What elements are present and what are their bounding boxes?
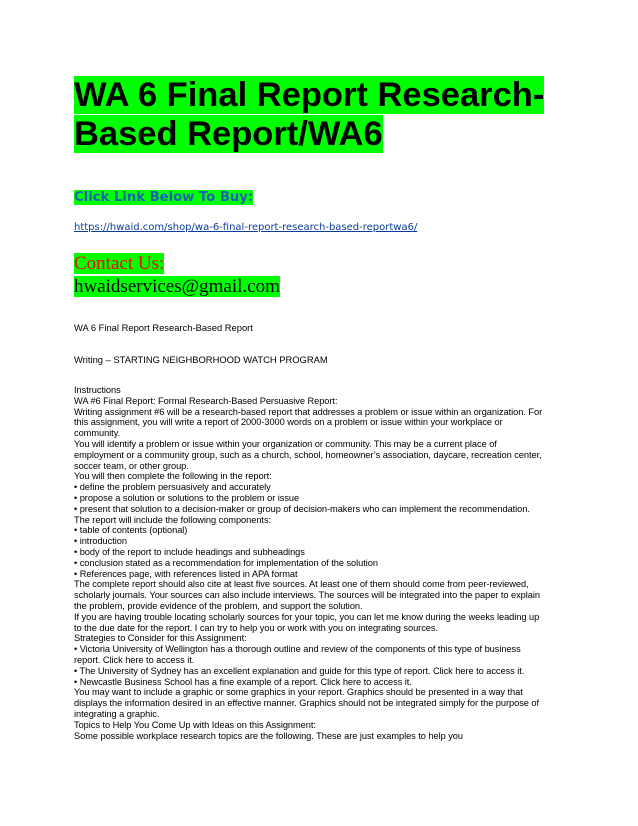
body-line: You may want to include a graphic or some graphics in your report. Graphics should be presented in a way that [74, 687, 523, 698]
contact-block [74, 252, 280, 298]
body-line: • propose a solution or solutions to the problem or issue [74, 492, 300, 503]
body-line: • The University of Sydney has an excellent explanation and guide for this type of report. Click here to access it. [74, 665, 525, 676]
body-line: Writing assignment #6 will be a research-based report that addresses a problem or issue within an organization. For [74, 406, 543, 417]
buy-heading-text: Click Link Below To Buy: [74, 190, 254, 205]
body-line: to the due date for the report. I can try to help you or work with you on integrating sources. [74, 622, 438, 633]
body-line: scholarly journals. Your sources can also include interviews. The sources will be integrated into the paper to explain [74, 590, 540, 601]
body-line: report. Click here to access it. [74, 654, 195, 665]
body-line: • Newcastle Business School has a fine example of a report. Click here to access it. [74, 676, 412, 687]
body-line: • table of contents (optional) [74, 525, 188, 536]
body-line: The complete report should also cite at least five sources. At least one of them should come from peer-reviewed, [74, 579, 529, 590]
body-line: • Victoria University of Wellington has a thorough outline and review of the components of this type of business [74, 644, 521, 655]
contact-email: hwaidservices@gmail.com [74, 276, 280, 297]
heading-line-2: Based Report/WA6 [74, 115, 383, 153]
contact-label: Contact Us: [74, 253, 165, 274]
body-line: • conclusion stated as a recommendation for implementation of the solution [74, 557, 378, 568]
body-line: displays the information desired in an effective manner. Graphics should not be integrated simply for the purpose of [74, 698, 540, 709]
document-subtitle: WA 6 Final Report Research-Based Report [74, 322, 253, 333]
body-line: • introduction [74, 536, 127, 547]
body-line: community. [74, 428, 121, 439]
body-line: Topics to Help You Come Up with Ideas on this Assignment: [74, 719, 316, 730]
body-line: • References page, with references listed in APA format [74, 568, 298, 579]
body-line: WA #6 Final Report: Formal Research-Based Persuasive Report: [74, 395, 338, 406]
body-line: the problem, provide evidence of the problem, and support the solution. [74, 600, 363, 611]
body-line: If you are having trouble locating scholarly sources for your topic, you can let me know during the weeks leading up [74, 611, 540, 622]
writing-topic: Writing – STARTING NEIGHBORHOOD WATCH PROGRAM [74, 354, 328, 365]
body-line: • present that solution to a decision-maker or group of decision-makers who can implement the recommendation. [74, 503, 530, 514]
body-line: Strategies to Consider for this Assignment: [74, 633, 247, 644]
buy-link[interactable]: https://hwaid.com/shop/wa-6-final-report-research-based-reportwa6/ [74, 222, 418, 233]
body-line: • body of the report to include headings and subheadings [74, 546, 305, 557]
body-line: You will then complete the following in the report: [74, 471, 272, 482]
heading-line-1: WA 6 Final Report Research- [74, 76, 545, 114]
document-heading [74, 76, 544, 154]
body-line: integrating a graphic. [74, 708, 160, 719]
body-line: You will identify a problem or issue within your organization or community. This may be a current place of [74, 438, 497, 449]
body-line: soccer team, or other group. [74, 460, 189, 471]
body-line: Instructions [74, 385, 121, 395]
buy-heading [74, 190, 253, 205]
body-line: • define the problem persuasively and accurately [74, 482, 271, 493]
body-line: this assignment, you will write a report of 2000-3000 words on a problem or issue within your workplace or [74, 417, 503, 428]
body-line: The report will include the following components: [74, 514, 272, 525]
body-text [74, 385, 574, 741]
body-line: employment or a community group, such as a church, school, homeowner’s association, daycare, recreation center, [74, 449, 542, 460]
body-line: Some possible workplace research topics are the following. These are just examples to help you [74, 730, 463, 741]
